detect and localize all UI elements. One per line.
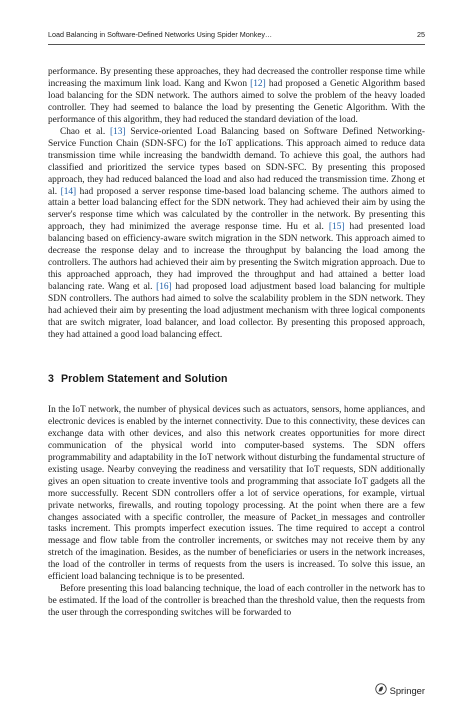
paragraph-text: had proposed a Genetic Algorithm based load balancing for the SDN network. The authors aimed to solve the problem of the heavy loaded controller. They had seemed to balance the load by presenting the Genetic Algorithm. With the performance of this algorithm, they had reduced the standard deviation of the load.: [48, 78, 426, 125]
citation-link[interactable]: [12]: [250, 78, 266, 89]
publisher-mark: [375, 683, 425, 697]
springer-horse-icon: [375, 683, 387, 697]
paragraph-text: had presented load balancing based on efficiency-aware switch migration in the SDN network. This approach aimed to decrease the response delay and to increase the throughput by balancing the load among the controllers. The authors had achieved their aim by presenting the Switch migration approach. Due to this approached approach, they had improved the throughput and had attained a better load balancing rate. Wang et al.: [48, 222, 426, 293]
paragraph-4: Before presenting this load balancing technique, the load of each controller in the network has to be estimated. If the load of the controller is breached than the threshold value, then the requests from the user through the corresponding switches will be forwarded to: [48, 584, 425, 619]
paragraph-2: [48, 127, 425, 342]
running-title: Load Balancing in Software-Defined Networks Using Spider Monkey…: [48, 30, 273, 39]
section-title: Problem Statement and Solution: [61, 372, 228, 385]
citation-link[interactable]: [13]: [109, 126, 126, 137]
section-number: 3: [48, 372, 54, 385]
page-number: 25: [417, 30, 425, 39]
section-heading: [48, 373, 425, 385]
citation-link[interactable]: [14]: [60, 186, 77, 197]
paragraph-3: In the IoT network, the number of physical devices such as actuators, sensors, home appliances, and electronic devices is enabled by the internet connectivity. Due to this connectivity, these devices can exchange data with other devices, and also this network creates opportunities for more direct communication of the physical world into computer-based systems. The SDN offers programmability and adaptability in the IoT network without disturbing the fundamental structure of existing usage. Nearby conveying the readiness and versatility that IoT requests, SDN additionally gives an open situation to create inventive tools and programming that associate IoT gadgets all the more successfully. Recent SDN controllers offer a lot of service operations, for example, virtual private networks, firewalls, and routing topology processing. At the point when there are a few changes associated with a specific controller, the measure of Packet_in messages and controller tasks increment. This prompts imperfect execution issues. The time required to accept a control message and flow table from the controller increments, or switches may not receive them by any stretch of the imagination. Besides, as the number of beneficiaries or users in the network increases, the load of the controller in terms of requests from the users is increased. To solve this issue, an efficient load balancing technique is to be presented.: [48, 404, 425, 583]
paragraph-1: [48, 67, 425, 127]
citation-link[interactable]: [16]: [156, 282, 172, 293]
paragraph-text: performance. By presenting these approaches, they had decreased the controller response time while increasing the maximum link load. Kang and Kwon: [48, 67, 425, 89]
publisher-name: Springer: [389, 684, 425, 696]
paragraph-text: Chao et al.: [60, 126, 110, 137]
paragraph-text: had proposed load adjustment based load balancing for multiple SDN controllers. The authors had aimed to solve the scalability problem in the SDN network. They had achieved their aim by presenting the load adjustment mechanism with three logical components that are switch migrater, load balancer, and load collector. By presenting this proposed approach, they had attained a good load balancing effect.: [48, 282, 426, 340]
citation-link[interactable]: [15]: [328, 222, 345, 233]
paragraph-text: had proposed a server response time-based load balancing scheme. The authors aimed to attain a better load balancing effect for the SDN network. They had achieved their aim by using the server's response time which was calculated by the controller in the network. By presenting this approach, they had minimized the average response time. Hu et al.: [48, 186, 425, 233]
header-rule: [48, 44, 425, 45]
page-body: [48, 30, 425, 620]
paragraph-text: Service-oriented Load Balancing based on Software Defined Networking-Service Function Chain (SDN-SFC) for the IoT applications. This approach aimed to reduce data transmission time while increasing the bandwidth demand. To achieve this goal, the authors had classified and prioritized the service types based on SDN-SFC. By presenting this proposed approach, they had reduced balanced the load and also had reduced the transmission time. Zhong et al.: [48, 126, 425, 197]
running-header: [48, 30, 425, 42]
page-footer: [48, 683, 425, 697]
